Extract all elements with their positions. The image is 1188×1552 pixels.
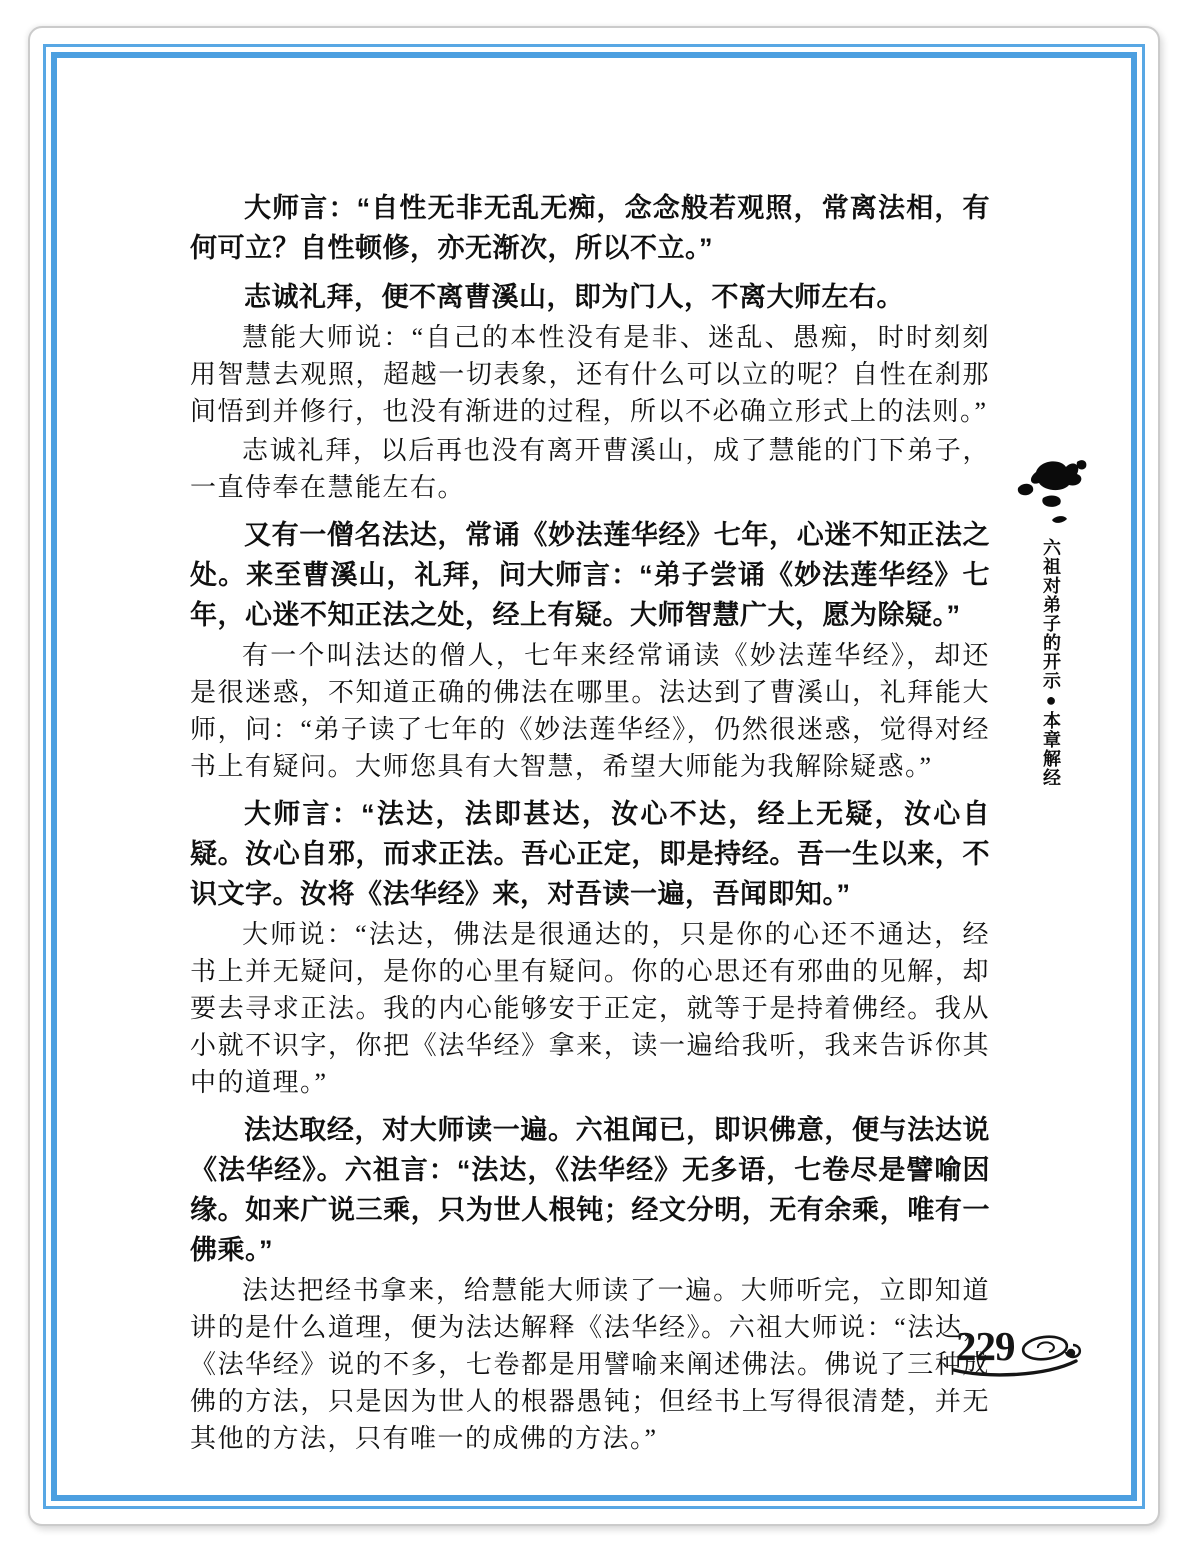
scripture-paragraph: 又有一僧名法达，常诵《妙法莲华经》七年，心迷不知正法之处。来至曹溪山，礼拜，问大师言：“弟子尝诵《妙法莲华经》七年，心迷不知正法之处，经上有疑。大师智慧广大，愿为除疑。” (190, 520, 990, 630)
translation-paragraph: 志诚礼拜，以后再也没有离开曹溪山，成了慧能的门下弟子，一直侍奉在慧能左右。 (190, 436, 990, 502)
ink-splash-icon (1008, 452, 1098, 536)
translation-paragraph: 慧能大师说：“自己的本性没有是非、迷乱、愚痴，时时刻刻用智慧去观照，超越一切表象，还有什么可以立的呢？自性在刹那间悟到并修行，也没有渐进的过程，所以不必确立形式上的法则。” (190, 323, 990, 426)
translation-paragraph: 法达把经书拿来，给慧能大师读了一遍。大师听完，立即知道讲的是什么道理，便为法达解释《法华经》。六祖大师说：“法达，《法华经》说的不多，七卷都是用譬喻来阐述佛法。佛说了三种成佛的方法，只是因为世人的根器愚钝；但经书上写得很清楚，并无其他的方法，只有唯一的成佛的方法。” (190, 1276, 990, 1453)
translation-paragraph: 有一个叫法达的僧人，七年来经常诵读《妙法莲华经》，却还是很迷惑，不知道正确的佛法在哪里。法达到了曹溪山，礼拜能大师，问：“弟子读了七年的《妙法莲华经》，仍然很迷惑，觉得对经书上有疑问。大师您具有大智慧，希望大师能为我解除疑惑。” (190, 641, 990, 781)
translation-paragraph: 大师说：“法达，佛法是很通达的，只是你的心还不通达，经书上并无疑问，是你的心里有疑问。你的心思还有邪曲的见解，却要去寻求正法。我的内心能够安于正定，就等于是持着佛经。我从小就不识字，你把《法华经》拿来，读一遍给我听，我来告诉你其中的道理。” (190, 920, 990, 1097)
scripture-paragraph: 大师言：“法达，法即甚达，汝心不达，经上无疑，汝心自疑。汝心自邪，而求正法。吾心正定，即是持经。吾一生以来，不识文字。汝将《法华经》来，对吾读一遍，吾闻即知。” (190, 799, 990, 909)
scripture-paragraph: 大师言：“自性无非无乱无痴，念念般若观照，常离法相，有何可立？自性顿修，亦无渐次，所以不立。” (190, 193, 990, 263)
chapter-sidebar-label: 六祖对弟子的开示●本章解经 (1041, 538, 1061, 787)
scripture-paragraph: 志诚礼拜，便不离曹溪山，即为门人，不离大师左右。 (244, 282, 904, 312)
main-text-column (190, 188, 990, 1459)
scripture-paragraph: 法达取经，对大师读一遍。六祖闻已，即识佛意，便与法达说《法华经》。六祖言：“法达，《法华经》无多语，七卷尽是譬喻因缘。如来广说三乘，只为世人根钝；经文分明，无有余乘，唯有一佛乘。” (190, 1115, 990, 1265)
page-number: 229 (956, 1323, 1015, 1369)
page-number-block (948, 1324, 1088, 1382)
